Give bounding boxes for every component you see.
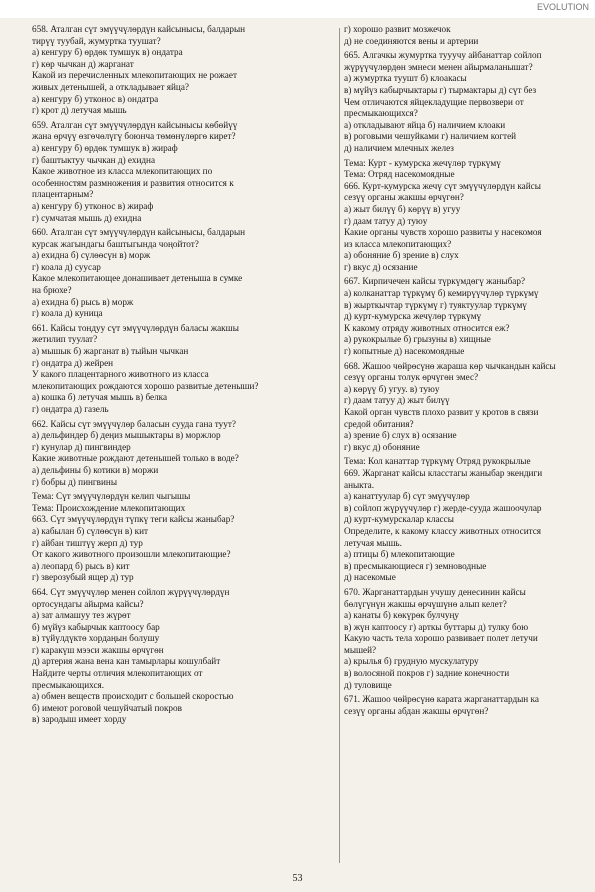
text-line: в) жырткычтар түркүмү г) туяктуулар түркүмү — [344, 299, 527, 310]
text-line: а) колканаттар түркүмү б) кемирүүчүлөр түркүмү — [344, 288, 539, 299]
text-line: средой обитания? — [344, 418, 414, 429]
text-line: аныкта. — [344, 479, 375, 490]
page-number: 53 — [292, 873, 303, 884]
text-line: а) откладывают яйца б) наличием клоаки — [344, 119, 506, 130]
text-line: а) көрүү б) угуу. в) туюу — [344, 383, 440, 394]
text-line: г) даам татуу д) жыт билүү — [344, 395, 450, 406]
text-line: От какого животного произошли млекопитающие? — [32, 549, 231, 560]
text-line: бөлүгүнүн жакшы өрчүшүнө алып келет? — [344, 598, 507, 609]
right-column — [344, 24, 595, 717]
text-line: 670. Жарганаттардын учушу денесинин кайсы — [344, 586, 526, 597]
text-line: г) зверозубый ящер д) тур — [32, 572, 134, 583]
text-line: тирүү туубай, жумуртка туушат? — [32, 35, 161, 46]
text-line: а) кенгуру б) утконос в) жираф — [32, 200, 154, 211]
text-line: пресмыкающихся? — [344, 108, 418, 119]
text-line: К какому отряду животных относится еж? — [344, 322, 510, 333]
text-line: 664. Сүт эмүүчүлөр менен сойлоп жүрүүчүлөрдүн — [32, 586, 230, 597]
left-column — [32, 24, 337, 726]
column-divider — [339, 28, 340, 863]
text-line: пресмыкающихся. — [32, 679, 105, 690]
text-line: а) рукокрылые б) грызуны в) хищные — [344, 334, 491, 345]
text-line: а) крылья б) грудную мускулатуру — [344, 656, 479, 667]
text-line: а) кенгуру б) өрдөк тумшук в) жираф — [32, 142, 178, 153]
text-line: г) ондатра д) жейрен — [32, 357, 114, 368]
text-line: а) зрение б) слух в) осязание — [344, 430, 457, 441]
text-line: Какой из перечисленных млекопитающих не рожает — [32, 70, 237, 81]
text-line: в) мүйүз кабырчыктары г) тырмактары д) сүт без — [344, 84, 537, 95]
text-line: а) птицы б) млекопитающие — [344, 549, 455, 560]
text-line: а) мышык б) жарганат в) тыйын чычкан — [32, 346, 189, 357]
text-line: из класса млекопитающих? — [344, 238, 452, 249]
text-line: д) курт-кумурска жечүлөр түркүмү — [344, 311, 482, 322]
text-line: а) леопард б) рысь в) кит — [32, 560, 130, 571]
text-line: д) курт-кумурскалар классы — [344, 514, 454, 525]
text-line: особенностям размножения и развития относится к — [32, 177, 234, 188]
text-line: а) обмен веществ происходит с большей скоростью — [32, 691, 234, 702]
text-line: г) айбан тиштүү жерп д) тур — [32, 537, 143, 548]
text-line: Какую часть тела хорошо развивает полет летучи — [344, 633, 538, 644]
text-line: 669. Жарганат кайсы класстагы жаныбар экендиги — [344, 467, 543, 478]
text-line: в) зародыш имеет хорду — [32, 714, 127, 725]
text-line: курсак жагындагы баштыгында чоңойтот? — [32, 238, 199, 249]
text-line: Какой орган чувств плохо развит у кротов в связи — [344, 407, 539, 417]
text-line: г) бобры д) пингвины — [32, 476, 118, 487]
text-line: живых детенышей, а откладывает яйца? — [32, 81, 189, 92]
text-line: г) даам татуу д) туюу — [344, 215, 428, 226]
text-line: летучая мышь. — [344, 537, 402, 548]
text-line: 662. Кайсы сүт эмүүчүлөр баласын сууда гана туут? — [32, 418, 236, 429]
text-line: жана өрчүү өзгөчөлүгү боюнча төмөнүлөргө кирет? — [32, 131, 236, 142]
text-line: а) жумуртка туушт б) клоакасы — [344, 73, 467, 84]
text-line: а) зат алмашуу тез жүрөт — [32, 610, 131, 621]
text-line: в) сойлоп жүрүүчүлөр г) жерде-сууда жашоочулар — [344, 502, 542, 513]
text-line: сезүү органы толук өрчүгөн эмес? — [344, 372, 479, 383]
text-line: г) вкус д) осязание — [344, 261, 418, 272]
text-line: в) пресмыкающиеся г) земноводные — [344, 560, 487, 571]
text-line: г) баштыктуу чычкан д) ехидна — [32, 154, 156, 165]
text-line: г) коала д) куница — [32, 308, 103, 319]
text-line: 671. Жашоо чөйрөсүнө карата жарганаттардын ка — [344, 694, 539, 705]
text-line: г) копытные д) насекомоядные — [344, 346, 465, 357]
text-line: д) артерия жана вена кан тамырлары кошулбайт — [32, 656, 221, 667]
text-line: г) кунулар д) пингвиндер — [32, 441, 131, 452]
header-corner-text: EVOLUTION — [536, 2, 589, 12]
text-line: д) туловище — [344, 679, 392, 690]
text-line: млекопитающих рождаются хорошо развитые детеныши? — [32, 380, 259, 391]
text-line: Тема: Сүт эмүүчүлөрдүн келип чыгышы — [32, 491, 191, 502]
page-top-strip — [0, 0, 595, 18]
text-line: а) кенгуру б) утконос в) ондатра — [32, 93, 159, 104]
text-line: 666. Курт-кумурска жечү сүт эмүүчүлөрдүн кайсы — [344, 180, 541, 191]
text-line: г) каракүш мээси жакшы өрчүгөн — [32, 644, 164, 655]
text-line: 667. Кирпичечен кайсы түркүмдөгү жаныбар? — [344, 276, 526, 287]
text-line: Тема: Курт - кумурска жечүлөр түркүмү — [344, 157, 501, 168]
text-line: г) коала д) суусар — [32, 261, 101, 272]
text-line: жүрүүчүлөрдөн эмнеси менен айырмаланышат? — [344, 61, 533, 72]
text-line: а) ехидна б) рысь в) морж — [32, 296, 134, 307]
text-line: г) хорошо развит мозжечок — [344, 24, 451, 34]
text-line: плацентарным? — [32, 189, 94, 200]
text-line: а) канаттуулар б) сүт эмүүчүлөр — [344, 491, 470, 502]
text-line: Тема: Происхождение млекопитающих — [32, 502, 186, 513]
text-line: Тема: Кол канаттар түркүмү Отряд рукокрылые — [344, 456, 531, 467]
text-line: а) обоняние б) зрение в) слух — [344, 250, 459, 261]
text-line: ортосундагы айырма кайсы? — [32, 598, 144, 609]
text-line: Тема: Отряд насекомоядные — [344, 169, 455, 180]
text-line: 661. Кайсы тондуу сүт эмүүчүлөрдүн баласы жакшы — [32, 322, 239, 333]
text-line: а) кабылан б) сүлөөсүн в) кит — [32, 525, 149, 536]
text-line: а) кошка б) летучая мышь в) белка — [32, 392, 168, 403]
text-line: г) көр чычкан д) жарганат — [32, 58, 134, 69]
text-line: в) роговыми чешуйками г) наличием когтей — [344, 131, 517, 142]
text-line: а) ехидна б) сүлөөсүн в) морж — [32, 250, 151, 261]
text-line: г) вкус д) обоняние — [344, 441, 420, 452]
text-line: г) ондатра д) газель — [32, 404, 109, 414]
text-line: на брюхе? — [32, 285, 72, 296]
text-line: сезүү органы абдан жакшы өрчүгөн? — [344, 705, 489, 716]
text-line: а) канаты б) көкүрөк булчуңу — [344, 610, 459, 621]
text-line: У какого плацентарного животного из класса — [32, 369, 209, 380]
text-line: д) насекомые — [344, 572, 396, 583]
text-line: в) түйүлдүктө хордаңын болушу — [32, 633, 160, 644]
text-line: 660. Аталган сүт эмүүчүлөрдүн кайсынысы, балдарын — [32, 227, 246, 238]
text-line: 665. Алгачкы жумуртка тууучу айбанаттар сойлоп — [344, 50, 542, 61]
text-line: д) не соединяются вены и артерии — [344, 35, 479, 46]
text-line: а) дельфиндер б) деңиз мышыктары в) моржлор — [32, 430, 221, 441]
text-line: в) жүн каптоосу г) арткы буттары д) тулку бою — [344, 621, 529, 632]
text-line: мышей? — [344, 644, 377, 655]
text-line: Какие животные рождают детенышей только в воде? — [32, 453, 239, 464]
text-line: Найдите черты отличия млекопитающих от — [32, 668, 203, 679]
text-line: Какое млекопитающее донашивает детеныша в сумке — [32, 273, 243, 284]
text-line: Какое животное из класса млекопитающих по — [32, 166, 213, 177]
text-line: Какие органы чувств хорошо развиты у насекомоя — [344, 227, 542, 238]
text-line: г) крот д) летучая мышь — [32, 105, 127, 116]
text-line: а) кенгуру б) өрдөк тумшук в) ондатра — [32, 47, 183, 58]
text-line: 659. Аталган сүт эмүүчүлөрдүн кайсынысы көбөйүү — [32, 119, 238, 130]
text-line: Чем отличаются яйцекладущие первозвери от — [344, 96, 524, 107]
text-line: сезүү органы жакшы өрчүгөн? — [344, 192, 464, 203]
text-line: Определите, к какому классу животных относится — [344, 525, 542, 536]
text-line: а) жыт билүү б) көрүү в) угуу — [344, 203, 461, 214]
text-line: в) волосяной покров г) задние конечности — [344, 668, 510, 679]
text-line: 663. Сүт эмүүчүлөрдүн түпкү теги кайсы жаныбар? — [32, 514, 235, 525]
text-line: 668. Жашоо чөйрөсүнө жараша көр чычкандын кайсы — [344, 360, 556, 371]
text-line: жетилип туулат? — [32, 334, 98, 345]
text-line: а) дельфины б) котики в) моржи — [32, 464, 159, 475]
text-line: д) наличием млечных желез — [344, 142, 454, 153]
text-line: 658. Аталган сүт эмүүчүлөрдүн кайсынысы, балдарын — [32, 24, 246, 34]
text-line: б) имеют роговой чешуйчатый покров — [32, 702, 182, 713]
text-line: г) сумчатая мышь д) ехидна — [32, 212, 142, 223]
text-line: б) мүйүз кабырчык каптоосу бар — [32, 621, 160, 632]
